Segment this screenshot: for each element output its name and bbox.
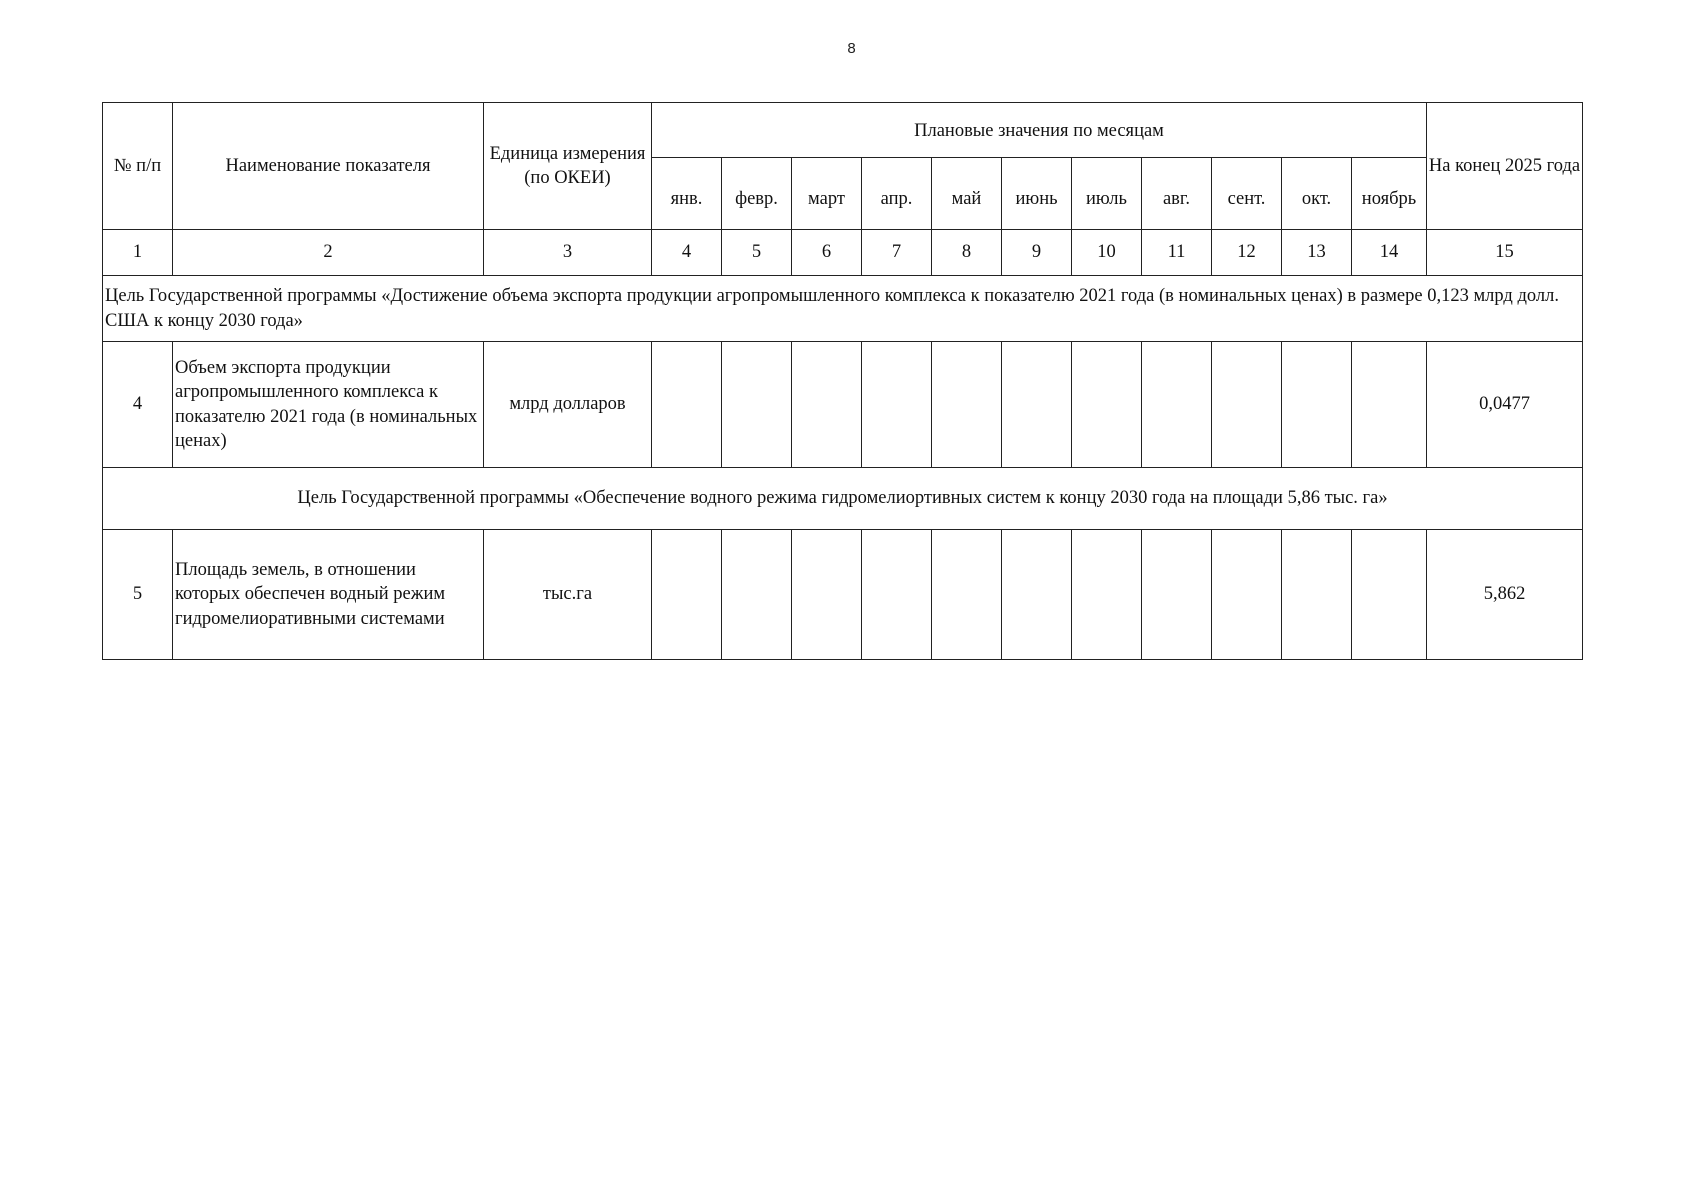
header-month: март bbox=[792, 158, 862, 230]
monthly-value bbox=[1352, 342, 1427, 468]
indicator-end-value: 0,0477 bbox=[1427, 342, 1583, 468]
header-month: май bbox=[932, 158, 1002, 230]
monthly-value bbox=[722, 342, 792, 468]
header-month: апр. bbox=[862, 158, 932, 230]
monthly-value bbox=[1212, 342, 1282, 468]
header-col-unit: Единица измерения (по ОКЕИ) bbox=[484, 103, 652, 230]
monthly-value bbox=[1212, 530, 1282, 660]
column-number: 8 bbox=[932, 230, 1002, 276]
column-number: 3 bbox=[484, 230, 652, 276]
header-month: янв. bbox=[652, 158, 722, 230]
column-number: 10 bbox=[1072, 230, 1142, 276]
indicator-row bbox=[103, 530, 1583, 660]
header-month: февр. bbox=[722, 158, 792, 230]
column-number: 14 bbox=[1352, 230, 1427, 276]
header-month: авг. bbox=[1142, 158, 1212, 230]
indicator-name: Объем экспорта продукции агропромышленного комплекса к показателю 2021 года (в номинальных ценах) bbox=[173, 342, 484, 468]
goal-row bbox=[103, 276, 1583, 342]
monthly-value bbox=[792, 342, 862, 468]
header-month: июнь bbox=[1002, 158, 1072, 230]
indicator-unit: тыс.га bbox=[484, 530, 652, 660]
header-col-num: № п/п bbox=[103, 103, 173, 230]
indicator-unit: млрд долларов bbox=[484, 342, 652, 468]
header-month: сент. bbox=[1212, 158, 1282, 230]
goal-text: Цель Государственной программы «Обеспечение водного режима гидромелиортивных систем к концу 2030 года на площади 5,86 тыс. га» bbox=[103, 468, 1583, 530]
column-number: 4 bbox=[652, 230, 722, 276]
monthly-value bbox=[1282, 342, 1352, 468]
monthly-value bbox=[1072, 342, 1142, 468]
column-number: 15 bbox=[1427, 230, 1583, 276]
goal-row bbox=[103, 468, 1583, 530]
header-month: ноябрь bbox=[1352, 158, 1427, 230]
monthly-value bbox=[1142, 342, 1212, 468]
monthly-value bbox=[1072, 530, 1142, 660]
monthly-value bbox=[1002, 342, 1072, 468]
monthly-value bbox=[792, 530, 862, 660]
page-number: 8 bbox=[847, 40, 856, 57]
column-number: 9 bbox=[1002, 230, 1072, 276]
header-col-name: Наименование показателя bbox=[173, 103, 484, 230]
monthly-value bbox=[862, 342, 932, 468]
monthly-value bbox=[722, 530, 792, 660]
header-col-end: На конец 2025 года bbox=[1427, 103, 1583, 230]
column-number: 7 bbox=[862, 230, 932, 276]
column-number: 1 bbox=[103, 230, 173, 276]
indicator-name: Площадь земель, в отношении которых обеспечен водный режим гидромелиоративными системами bbox=[173, 530, 484, 660]
header-row-top bbox=[103, 103, 1583, 158]
monthly-value bbox=[932, 530, 1002, 660]
monthly-value bbox=[652, 530, 722, 660]
indicator-num: 4 bbox=[103, 342, 173, 468]
header-month: июль bbox=[1072, 158, 1142, 230]
goal-text: Цель Государственной программы «Достижение объема экспорта продукции агропромышленного комплекса к показателю 2021 года (в номинальных ценах) в размере 0,123 млрд долл. США к концу 2030 года» bbox=[103, 276, 1583, 342]
column-number: 11 bbox=[1142, 230, 1212, 276]
header-month: окт. bbox=[1282, 158, 1352, 230]
monthly-value bbox=[1282, 530, 1352, 660]
column-number: 5 bbox=[722, 230, 792, 276]
column-number: 13 bbox=[1282, 230, 1352, 276]
indicator-num: 5 bbox=[103, 530, 173, 660]
monthly-value bbox=[862, 530, 932, 660]
indicator-row bbox=[103, 342, 1583, 468]
header-months-group: Плановые значения по месяцам bbox=[652, 103, 1427, 158]
monthly-value bbox=[932, 342, 1002, 468]
column-number: 6 bbox=[792, 230, 862, 276]
monthly-value bbox=[1002, 530, 1072, 660]
column-number: 12 bbox=[1212, 230, 1282, 276]
column-number-row bbox=[103, 230, 1583, 276]
indicator-end-value: 5,862 bbox=[1427, 530, 1583, 660]
monthly-value bbox=[1352, 530, 1427, 660]
plan-table bbox=[102, 102, 1583, 660]
monthly-value bbox=[652, 342, 722, 468]
monthly-value bbox=[1142, 530, 1212, 660]
column-number: 2 bbox=[173, 230, 484, 276]
